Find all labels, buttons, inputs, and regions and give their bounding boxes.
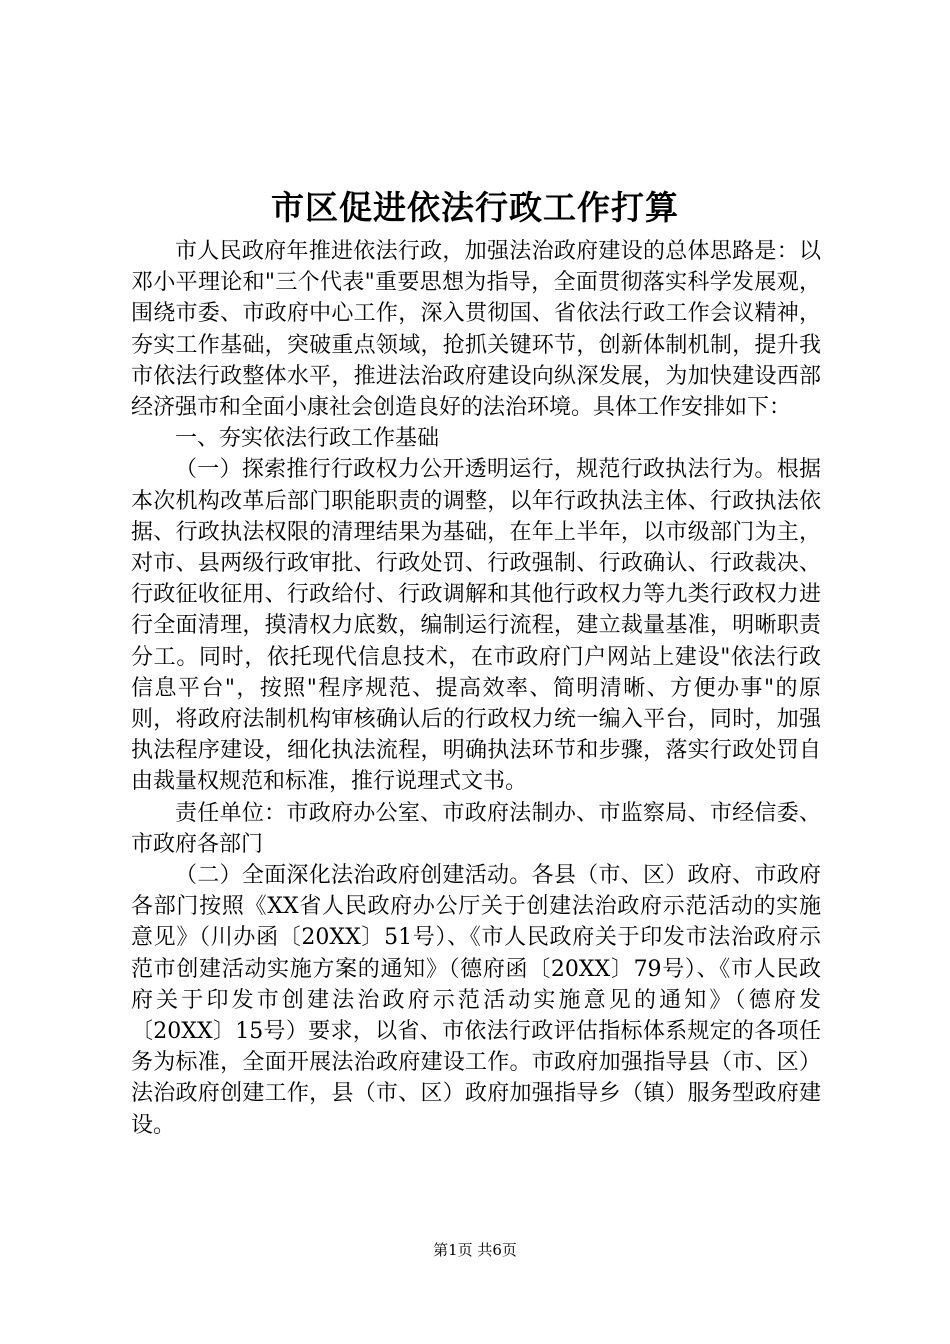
paragraph-responsible-units: 责任单位：市政府办公室、市政府法制办、市监察局、市经信委、市政府各部门: [131, 800, 821, 857]
paragraph-item-1: （一）探索推行行政权力公开透明运行，规范行政执法行为。根据本次机构改革后部门职能职责的调整，以年行政执法主体、行政执法依据、行政执法权限的清理结果为基础，在年上半年，以市级部门为主，对市、县两级行政审批、行政处罚、行政强制、行政确认、行政裁决、行政征收征用、行政给付、行政调解和其他行政权力等九类行政权力进行全面清理，摸清权力底数，编制运行流程，建立裁量基准，明晰职责分工。同时，依托现代信息技术，在市政府门户网站上建设"依法行政信息平台"，按照"程序规范、提高效率、简明清晰、方便办事"的原则，将政府法制机构审核确认后的行政权力统一编入平台，同时，加强执法程序建设，细化执法流程，明确执法环节和步骤，落实行政处罚自由裁量权规范和标准，推行说理式文书。: [131, 457, 821, 795]
document-body: [131, 236, 821, 1141]
paragraph-item-2: （二）全面深化法治政府创建活动。各县（市、区）政府、市政府各部门按照《XX省人民政府办公厅关于创建法治政府示范活动的实施意见》（川办函〔20XX〕51号）、《市人民政府关于印发市法治政府示范市创建活动实施方案的通知》（德府函〔20XX〕79号）、《市人民政府关于印发市创建法治政府示范活动实施意见的通知》（德府发〔20XX〕15号）要求，以省、市依法行政评估指标体系规定的各项任务为标准，全面开展法治政府建设工作。市政府加强指导县（市、区）法治政府创建工作，县（市、区）政府加强指导乡（镇）服务型政府建设。: [131, 863, 821, 1138]
page-number-footer: 第1页 共6页: [433, 1241, 517, 1259]
document-title: 市区促进依法行政工作打算: [271, 188, 679, 227]
paragraph-intro: 市人民政府年推进依法行政，加强法治政府建设的总体思路是：以邓小平理论和"三个代表"重要思想为指导，全面贯彻落实科学发展观，围绕市委、市政府中心工作，深入贯彻国、省依法行政工作会议精神，夯实工作基础，突破重点领域，抢抓关键环节，创新体制机制，提升我市依法行政整体水平，推进法治政府建设向纵深发展，为加快建设西部经济强市和全面小康社会创造良好的法治环境。具体工作安排如下：: [131, 239, 821, 421]
section-heading-1: 一、夯实依法行政工作基础: [175, 426, 440, 452]
